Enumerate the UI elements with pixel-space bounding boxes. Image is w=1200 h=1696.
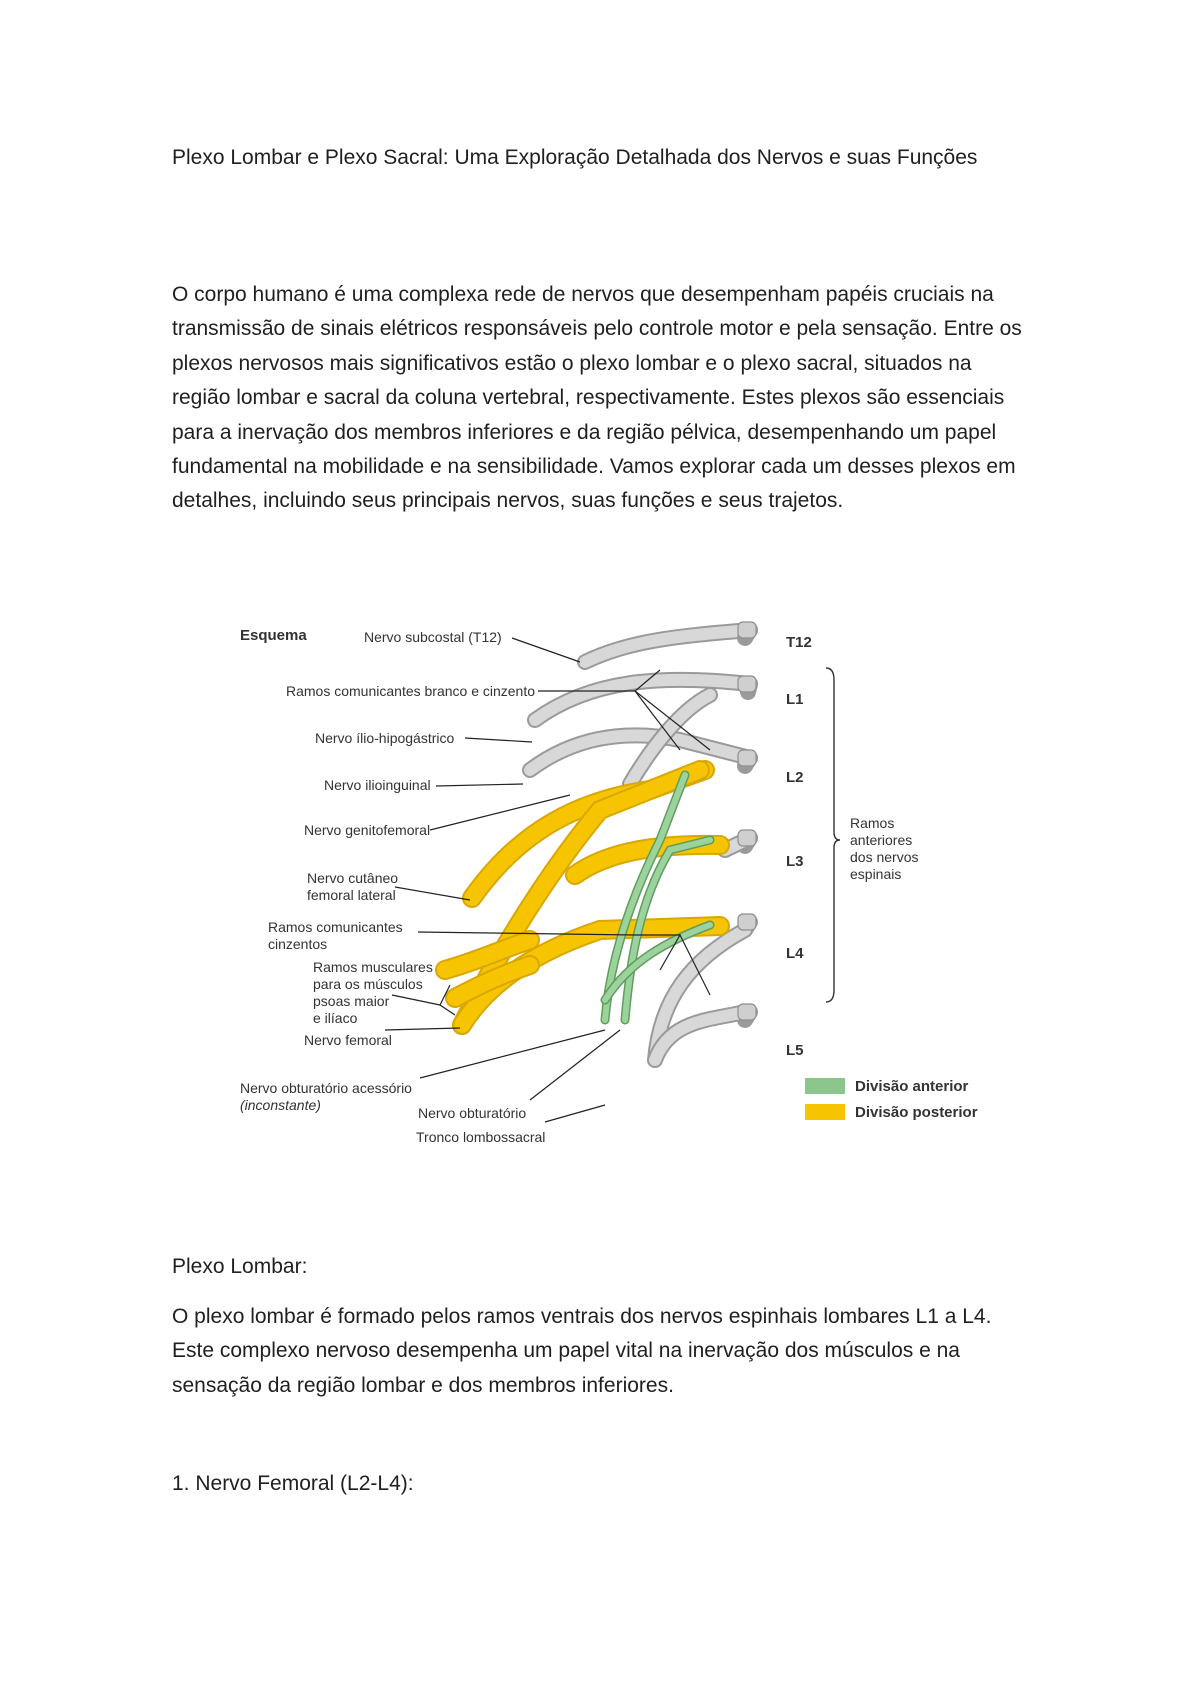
label-femoral: Nervo femoral <box>304 1032 392 1048</box>
section-paragraph-plexo-lombar: O plexo lombar é formado pelos ramos ventrais dos nervos espinhais lombares L1 a L4. Este complexo nervoso desempenha um papel vital na inervação dos músculos e na sensação da região lombar e dos membros inferiores. <box>172 1305 992 1397</box>
label-cutaneo-2: femoral lateral <box>307 887 396 903</box>
label-inconstante: (inconstante) <box>240 1097 321 1113</box>
level-label: L2 <box>786 769 804 786</box>
bracket-label-line: espinais <box>850 866 902 882</box>
legend-swatch-anterior <box>805 1078 845 1094</box>
document-title: Plexo Lombar e Plexo Sacral: Uma Exploração Detalhada dos Nervos e suas Funções <box>172 146 978 169</box>
label-ilio-hipogastrico: Nervo ílio-hipogástrico <box>315 730 455 746</box>
label-obturatorio-acessorio: Nervo obturatório acessório <box>240 1080 412 1096</box>
level-label: L1 <box>786 691 804 708</box>
label-genitofemoral: Nervo genitofemoral <box>304 822 431 838</box>
label-ramos-cinzentos-2: cinzentos <box>268 936 328 952</box>
label-lombossacral: Tronco lombossacral <box>416 1129 546 1145</box>
label-musculares-4: e ilíaco <box>313 1010 358 1026</box>
level-label: T12 <box>786 634 812 651</box>
section-heading-plexo-lombar: Plexo Lombar: <box>172 1255 308 1278</box>
spinal-roots <box>738 622 756 1020</box>
legend-label-posterior: Divisão posterior <box>855 1104 978 1121</box>
label-subcostal: Nervo subcostal (T12) <box>364 629 502 645</box>
bracket-label-line: anteriores <box>850 832 913 848</box>
list-item-nervo-femoral: 1. Nervo Femoral (L2-L4): <box>172 1472 414 1495</box>
label-musculares-3: psoas maior <box>313 993 390 1009</box>
label-obturatorio: Nervo obturatório <box>418 1105 527 1121</box>
level-label: L3 <box>786 853 804 870</box>
diagram-legend <box>805 1078 978 1121</box>
label-musculares-2: para os músculos <box>313 976 423 992</box>
figure-heading: Esquema <box>240 627 307 644</box>
label-cutaneo-1: Nervo cutâneo <box>307 870 399 886</box>
bracket-label-line: dos nervos <box>850 849 919 865</box>
level-label: L5 <box>786 1042 804 1059</box>
label-ilioinguinal: Nervo ilioinguinal <box>324 777 431 793</box>
label-ramos-comunicantes-bc: Ramos comunicantes branco e cinzento <box>286 683 536 699</box>
level-bracket <box>826 668 840 1002</box>
level-label: L4 <box>786 945 804 962</box>
lumbar-plexus-diagram <box>240 600 1060 1180</box>
intro-paragraph: O corpo humano é uma complexa rede de nervos que desempenham papéis cruciais na transmissão de sinais elétricos responsáveis pelo controle motor e pela sensação. Entre os plexos nervosos mais significativos estão o plexo lombar e o plexo sacral, situados na região lombar e sacral da coluna vertebral, respectivamente. Estes plexos são essenciais para a inervação dos membros inferiores e da região pélvica, desempenhando um papel fundamental na mobilidade e na sensibilidade. Vamos explorar cada um desses plexos em detalhes, incluindo seus principais nervos, suas funções e seus trajetos. <box>172 283 1022 513</box>
legend-label-anterior: Divisão anterior <box>855 1078 969 1095</box>
legend-swatch-posterior <box>805 1104 845 1120</box>
label-ramos-cinzentos-1: Ramos comunicantes <box>268 919 403 935</box>
bracket-label-line: Ramos <box>850 815 895 831</box>
label-musculares-1: Ramos musculares <box>313 959 433 975</box>
